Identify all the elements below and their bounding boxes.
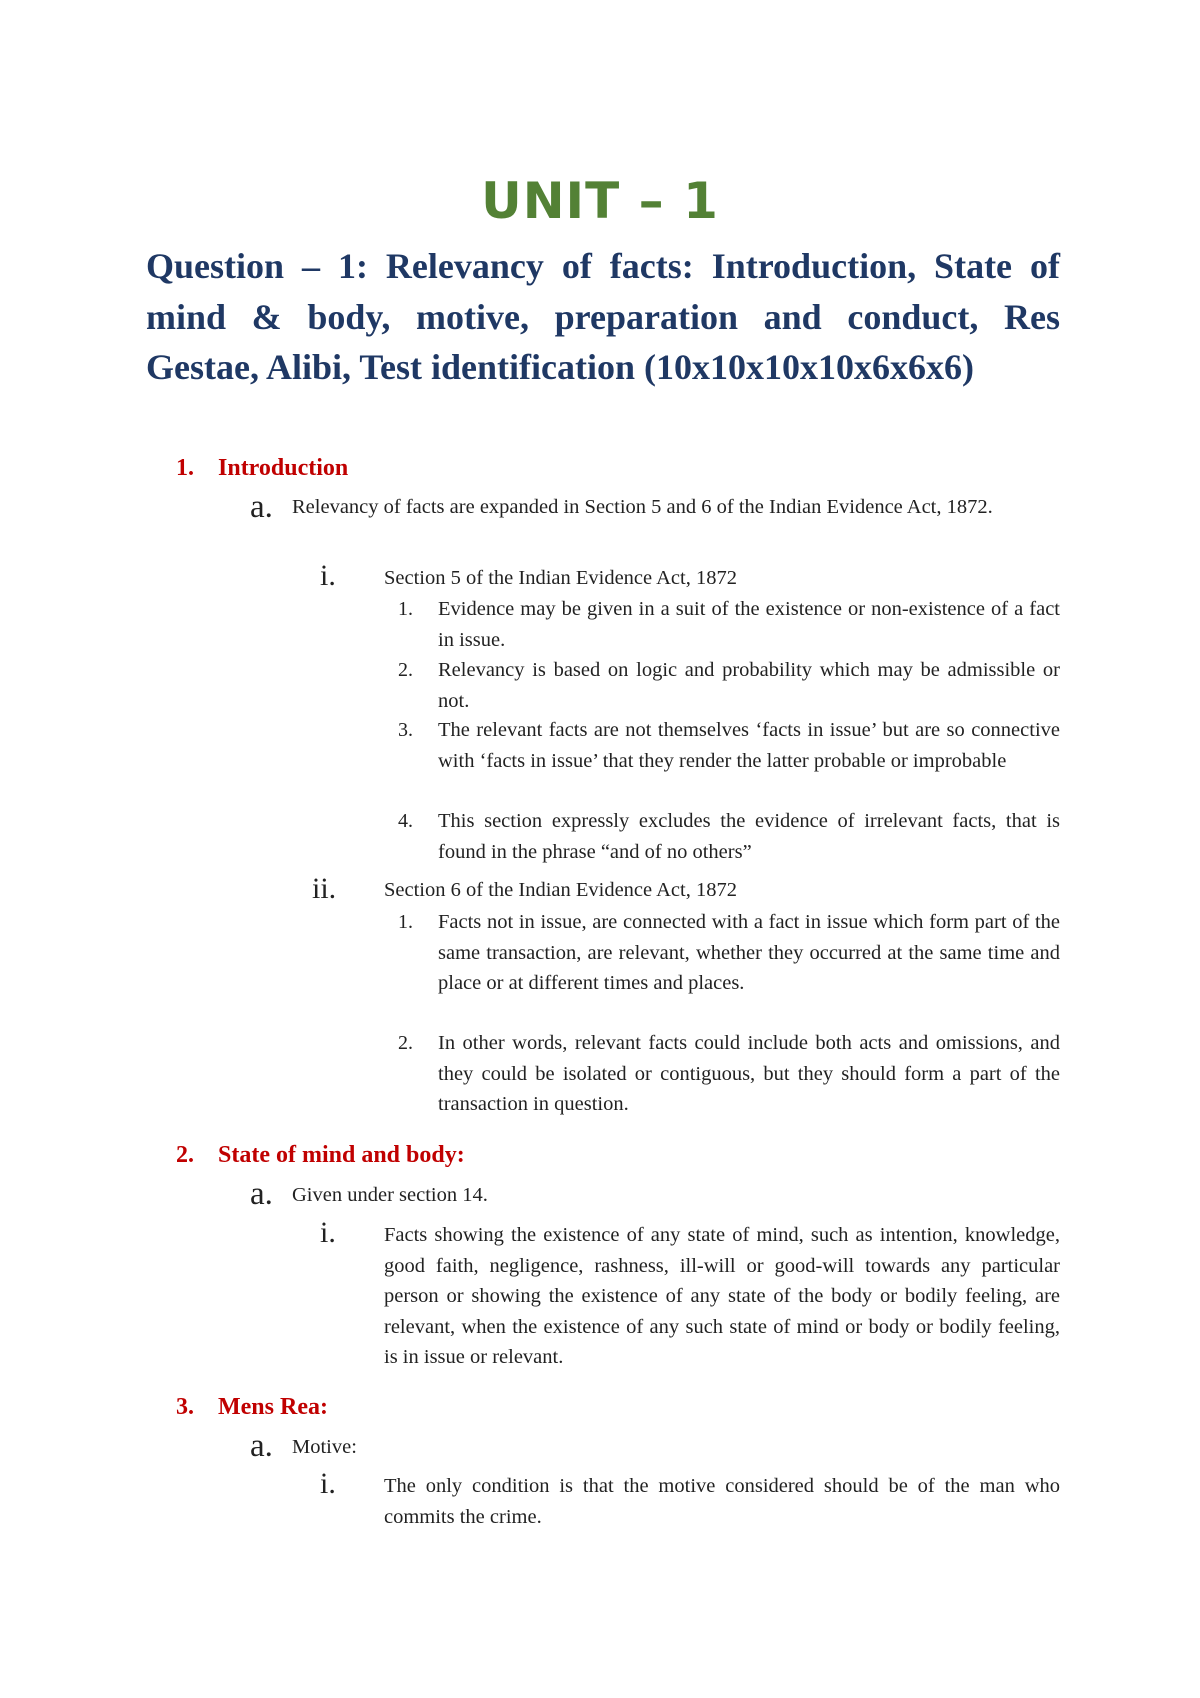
section-heading-state-of-mind <box>176 1140 465 1170</box>
list-item: Facts not in issue, are connected with a fact in issue which form part of the same transaction, are relevant, whether they occurred at the same time and place or at different times and places. <box>438 911 1060 994</box>
list-item: The relevant facts are not themselves ‘facts in issue’ but are so connective with ‘facts in issue’ that they render the latter probable or improbable <box>438 719 1060 772</box>
section-heading-introduction <box>176 453 348 483</box>
list-number: 1. <box>398 598 413 620</box>
list-item: This section expressly excludes the evidence of irrelevant facts, that is found in the phrase “and of no others” <box>438 810 1060 863</box>
list-item: Relevancy is based on logic and probability which may be admissible or not. <box>438 659 1060 712</box>
list-item: In other words, relevant facts could include both acts and omissions, and they could be isolated or contiguous, but they should form a part of the transaction in question. <box>438 1032 1060 1115</box>
list-item-a-text: Given under section 14. <box>292 1184 488 1206</box>
list-item-ii-text: Section 6 of the Indian Evidence Act, 1872 <box>384 879 737 901</box>
list-marker-a: a. <box>250 1428 273 1464</box>
section-heading-mens-rea <box>176 1392 328 1422</box>
section-number: 1. <box>176 455 194 481</box>
section-title: State of mind and body: <box>218 1142 465 1168</box>
list-marker-i: i. <box>320 559 336 592</box>
list-number: 2. <box>398 659 413 681</box>
list-marker-i: i. <box>320 1216 336 1249</box>
list-number: 2. <box>398 1032 413 1054</box>
list-number: 3. <box>398 719 413 741</box>
unit-title: UNIT – 1 <box>481 172 719 230</box>
list-marker-a: a. <box>250 1176 273 1212</box>
list-marker-ii: ii. <box>312 872 337 905</box>
section-title: Introduction <box>218 455 349 481</box>
list-item: Evidence may be given in a suit of the existence or non-existence of a fact in issue. <box>438 598 1060 651</box>
list-item-i-text: The only condition is that the motive considered should be of the man who commits the crime. <box>384 1475 1060 1528</box>
section-number: 3. <box>176 1394 194 1420</box>
section-title: Mens Rea: <box>218 1394 328 1420</box>
section-number: 2. <box>176 1142 194 1168</box>
list-marker-i: i. <box>320 1467 336 1500</box>
question-title: Question – 1: Relevancy of facts: Introduction, State of mind & body, motive, preparation and conduct, Res Gestae, Alibi, Test identification (10x10x10x10x6x6x6) <box>146 246 1060 387</box>
list-marker-a: a. <box>250 489 273 525</box>
list-item-i-text: Facts showing the existence of any state of mind, such as intention, knowledge, good faith, negligence, rashness, ill-will or good-will towards any particular person or showing the existence of any state of the body or bodily feeling, are relevant, when the existence of any such state of mind or body or bodily feeling, is in issue or relevant. <box>384 1224 1060 1368</box>
list-item-a-text: Motive: <box>292 1436 357 1458</box>
list-item-a-text: Relevancy of facts are expanded in Section 5 and 6 of the Indian Evidence Act, 1872. <box>292 496 993 518</box>
list-number: 1. <box>398 911 413 933</box>
list-number: 4. <box>398 810 413 832</box>
list-item-i-text: Section 5 of the Indian Evidence Act, 1872 <box>384 567 737 589</box>
